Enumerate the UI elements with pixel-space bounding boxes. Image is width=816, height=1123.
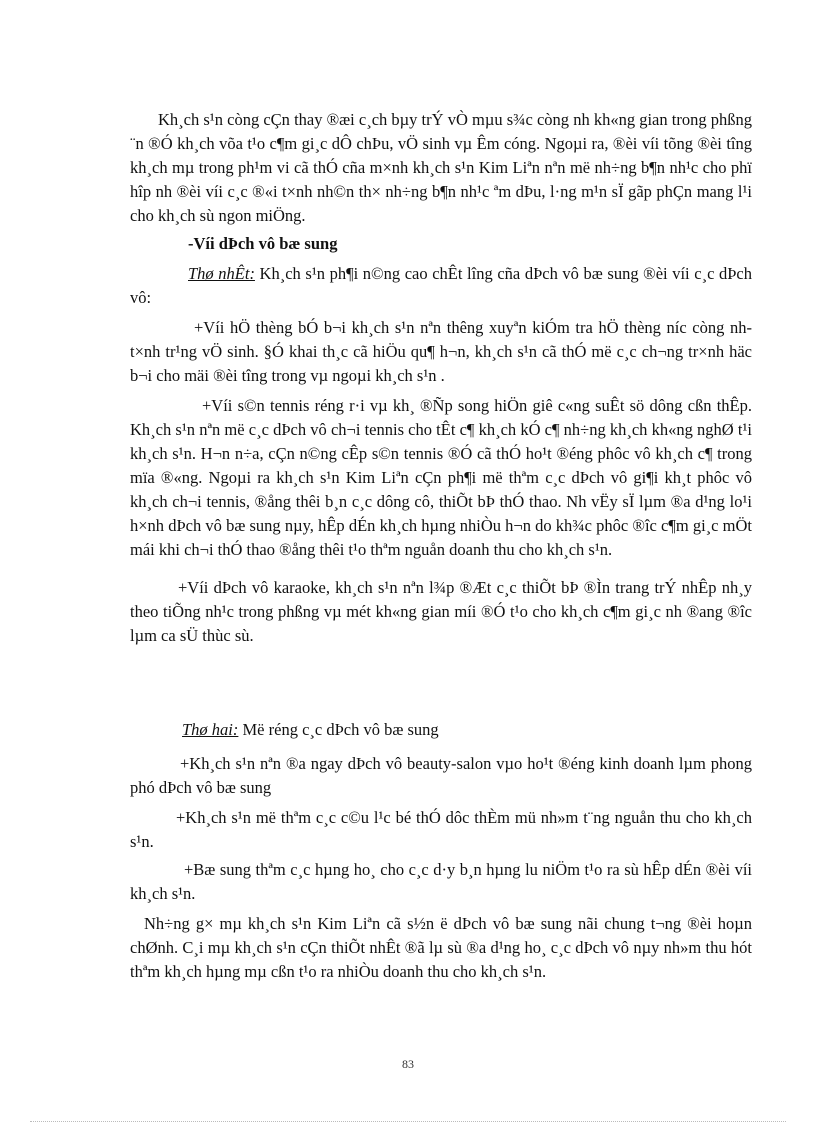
paragraph-1: Kh¸ch s¹n còng cÇn thay ®æi c¸ch bµy trÝ vÒ mµu s¾c còng nh kh«ng gian trong phßng ¨n ®Ó kh¸ch võa t¹o c¶m gi¸c dÔ chÞu, vÖ sinh vµ Êm cóng. Ngoµi ra, ®èi víi tõng ®èi tîng kh¸ch mµ trong ph¹m vi cã thÓ cña m×nh kh¸ch s¹n Kim Liªn nªn më nh÷ng b¶n nh¹c cho phï hîp nh ®èi víi c¸c ®«i t×nh nh©n th× nh÷ng b¶n nh¹c ªm dÞu, l·ng m¹n sÏ gãp phÇn mang l¹i cho kh¸ch sù ngon miÖng. — [130, 110, 752, 225]
footer-divider — [30, 1121, 786, 1122]
paragraph-5: +Víi dÞch vô karaoke, kh¸ch s¹n nªn l¾p ®Æt c¸c thiÕt bÞ ®Ìn trang trÝ nhÊp nh¸y theo tiÕng nh¹c trong phßng vµ mét kh«ng gian míi ®Ó t¹o cho kh¸ch c¶m gi¸c nh ®ang ®îc lµm ca sÜ thùc sù. — [130, 578, 752, 645]
paragraph-2-text: Kh¸ch s¹n ph¶i n©ng cao chÊt lîng cña dÞch vô bæ sung ®èi víi c¸c dÞch vô: — [130, 264, 753, 307]
section-heading: -Víi dÞch vô bæ sung — [188, 234, 338, 253]
paragraph-4: +Víi s©n tennis réng r·i vµ kh¸ ®Ñp song hiÖn giê c«ng suÊt sö dông cßn thÊp. Kh¸ch s¹n nªn më c¸c dÞch vô ch¬i tennis cho tÊt c¶ kh¸ch kÓ c¶ nh÷ng kh¸ch kh«ng nghØ t¹i kh¸ch s¹n. H¬n n÷a, cÇn n©ng cÊp s©n tennis ®Ó cã thÓ ho¹t ®éng phôc vô kh¸ch c¶ trong mïa ®«ng. Ngoµi ra kh¸ch s¹n Kim Liªn cÇn ph¶i më thªm c¸c dÞch vô gi¶i kh¸t phôc vô kh¸ch ch¬i tennis, ®ång thêi b¸n c¸c dông cô, thiÕt bÞ thÓ thao. Nh vËy sÏ lµm ®a d¹ng lo¹i h×nh dÞch vô bæ sung nµy, hÊp dÉn kh¸ch hµng nhiÒu h¬n do kh¾c phôc ®îc c¶m gi¸c mÖt mái khi ch¬i thÓ thao ®ång thêi t¹o thªm nguån doanh thu cho kh¸ch s¹n. — [130, 396, 752, 559]
second-label: Thø hai: — [182, 720, 239, 739]
page-number: 83 — [402, 1057, 414, 1071]
paragraph-10: Nh÷ng g× mµ kh¸ch s¹n Kim Liªn cã s½n ë dÞch vô bæ sung nãi chung t¬ng ®èi hoµn chØnh. C¸i mµ kh¸ch s¹n cÇn thiÕt nhÊt ®ã lµ sù ®a d¹ng ho¸ c¸c dÞch vô nµy nh»m thu hót thªm kh¸ch hµng mµ cßn t¹o ra nhiÒu doanh thu cho kh¸ch s¹n. — [130, 914, 752, 981]
paragraph-7: +Kh¸ch s¹n nªn ®a ngay dÞch vô beauty-salon vµo ho¹t ®éng kinh doanh lµm phong phó dÞch vô bæ sung — [130, 754, 752, 797]
paragraph-2 — [130, 262, 752, 310]
paragraph-9: +Bæ sung thªm c¸c hµng ho¸ cho c¸c d·y b¸n hµng lu niÖm t¹o ra sù hÊp dÉn ®èi víi kh¸ch s¹n. — [130, 860, 752, 903]
paragraph-6-text: Më réng c¸c dÞch vô bæ sung — [238, 720, 439, 739]
paragraph-8: +Kh¸ch s¹n më thªm c¸c c©u l¹c bé thÓ dôc thÈm mü nh»m t¨ng nguån thu cho kh¸ch s¹n. — [130, 808, 752, 851]
paragraph-3: +Víi hÖ thèng bÓ b¬i kh¸ch s¹n nªn thêng xuyªn kiÓm tra hÖ thèng níc còng nh t×nh tr¹ng vÖ sinh. §Ó khai th¸c cã hiÖu qu¶ h¬n, kh¸ch s¹n cã thÓ më c¸c ch¬ng tr×nh häc b¬i cho mäi ®èi tîng trong vµ ngoµi kh¸ch s¹n . — [130, 318, 752, 385]
first-label: Thø nhÊt: — [188, 264, 255, 283]
paragraph-6 — [130, 718, 752, 742]
